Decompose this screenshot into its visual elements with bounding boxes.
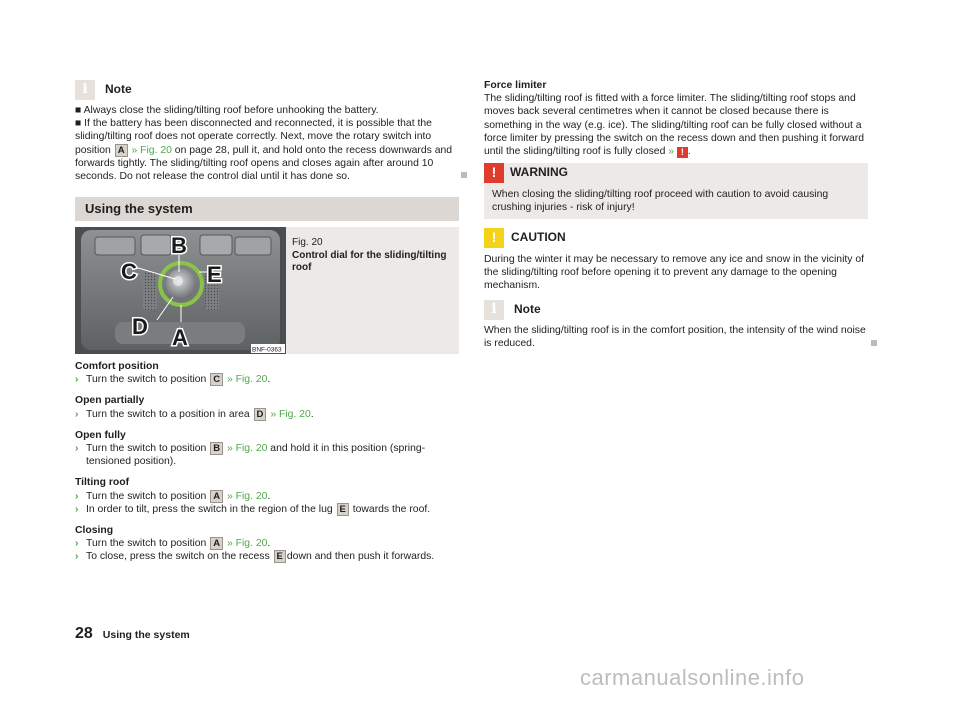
fig-ref-link[interactable]: » Fig. 20 xyxy=(226,538,268,550)
figure-label-a: A xyxy=(172,325,188,350)
chevron-right-icon: › xyxy=(75,408,79,420)
chevron-right-icon: › xyxy=(75,503,79,515)
note-bullet-1: ■ Always close the sliding/tilting roof before unhooking the battery. xyxy=(75,105,379,116)
caution-title: CAUTION xyxy=(511,230,566,244)
chevron-right-icon: › xyxy=(75,490,79,502)
step-closing-1: › Turn the switch to position A » Fig. 20. xyxy=(75,538,271,550)
fig-ref-link[interactable]: » Fig. 20 xyxy=(270,408,311,420)
section-end-mark xyxy=(871,340,877,346)
position-badge-c: C xyxy=(210,373,223,386)
note-header-right xyxy=(484,299,541,321)
position-badge-a: A xyxy=(210,537,223,550)
figure-label-b: B xyxy=(171,233,187,258)
info-icon: i xyxy=(75,80,95,100)
step-tilting-1: › Turn the switch to position A » Fig. 20. xyxy=(75,490,271,502)
note-text-right: When the sliding/tilting roof is in the comfort position, the intensity of the wind noise is reduced. xyxy=(484,325,866,350)
label-closing: Closing xyxy=(75,525,114,537)
page-number: 28 xyxy=(75,625,93,642)
warning-ref-link[interactable]: » xyxy=(668,146,675,158)
note-title: Note xyxy=(514,302,541,317)
section-title: Using the system xyxy=(85,201,193,217)
note-bullet-2: ■ If the battery has been disconnected and reconnected, it is possible that the sliding/tilting roof does not operate correctly. Next, move the rotary switch into position A » Fig. 20 on page 28, pull it, and hold onto the recess downwards and forwards tightly. The sliding/tilting roof opens and closes again after around 10 seconds. Do not release the control dial until it has done so. xyxy=(75,118,453,183)
figure-label-e: E xyxy=(207,262,222,287)
info-icon: i xyxy=(484,300,504,320)
fig-ref-link[interactable]: » Fig. 20 xyxy=(226,374,268,386)
figure-label-c: C xyxy=(121,259,137,284)
force-limiter-text: The sliding/tilting roof is fitted with a force limiter. The sliding/tilting roof stops and moves back several centimetres when it cannot be closed because there is something in the way (e.g. ice). The sliding/tilting roof can be fully closed without a force limiter by pressing the switch on the recess down and then pushing it forward until the sliding/tilting roof is fully closed » ! . xyxy=(484,93,865,158)
caution-icon: ! xyxy=(484,228,504,248)
figure-code: BNF-0363 xyxy=(252,346,282,354)
warning-box xyxy=(484,163,868,219)
position-badge-a: A xyxy=(115,144,128,157)
force-limiter xyxy=(484,79,868,158)
section-header xyxy=(75,197,459,221)
position-badge-b: B xyxy=(210,442,223,455)
note-header-left xyxy=(75,79,132,101)
control-dial-figure xyxy=(75,227,286,354)
fig-ref-link[interactable]: » Fig. 20 xyxy=(226,443,268,455)
step-fully-1: › Turn the switch to position B » Fig. 20 and hold it in this position (spring-tensioned position). xyxy=(75,443,426,468)
warning-icon: ! xyxy=(484,163,504,183)
position-badge-a: A xyxy=(210,490,223,503)
steps-list xyxy=(75,358,459,564)
label-fully: Open fully xyxy=(75,429,126,441)
note-body-left xyxy=(75,104,459,183)
figure-number: Fig. 20 xyxy=(292,237,323,248)
caution-text: During the winter it may be necessary to remove any ice and snow in the vicinity of the sliding/tilting roof before opening it to prevent any damage to the opening mechanism. xyxy=(484,254,865,292)
force-limiter-title: Force limiter xyxy=(484,80,547,91)
step-tilting-2: › In order to tilt, press the switch in the region of the lug E towards the roof. xyxy=(75,503,431,515)
position-badge-e: E xyxy=(274,550,286,563)
step-closing-2: › To close, press the switch on the recess E down and then push it forwards. xyxy=(75,551,435,563)
chevron-right-icon: › xyxy=(75,538,79,550)
fig-ref-link[interactable]: » Fig. 20 xyxy=(131,144,172,156)
note-title: Note xyxy=(105,82,132,97)
figure-caption xyxy=(292,237,452,275)
position-badge-d: D xyxy=(254,408,267,421)
warning-title: WARNING xyxy=(510,165,568,179)
warning-text: When closing the sliding/tilting roof proceed with caution to avoid causing crushing injuries - risk of injury! xyxy=(492,189,829,214)
warning-icon: ! xyxy=(677,147,688,158)
page-footer xyxy=(75,627,190,642)
label-comfort: Comfort position xyxy=(75,361,159,372)
figure-label-d: D xyxy=(132,314,148,339)
section-end-mark xyxy=(461,172,467,178)
footer-title: Using the system xyxy=(102,629,190,641)
step-partial-1: › Turn the switch to a position in area D » Fig. 20. xyxy=(75,408,314,420)
chevron-right-icon: › xyxy=(75,551,79,563)
step-comfort-1: › Turn the switch to position C » Fig. 20. xyxy=(75,374,271,386)
position-badge-e: E xyxy=(337,503,349,516)
fig-ref-link[interactable]: » Fig. 20 xyxy=(226,490,268,502)
label-tilting: Tilting roof xyxy=(75,477,130,489)
chevron-right-icon: › xyxy=(75,443,79,455)
figure-caption-text: Control dial for the sliding/tilting roof xyxy=(292,249,447,273)
chevron-right-icon: › xyxy=(75,374,79,386)
figure-20 xyxy=(75,227,459,354)
label-partial: Open partially xyxy=(75,395,145,407)
watermark: carmanualsonline.info xyxy=(580,665,805,690)
